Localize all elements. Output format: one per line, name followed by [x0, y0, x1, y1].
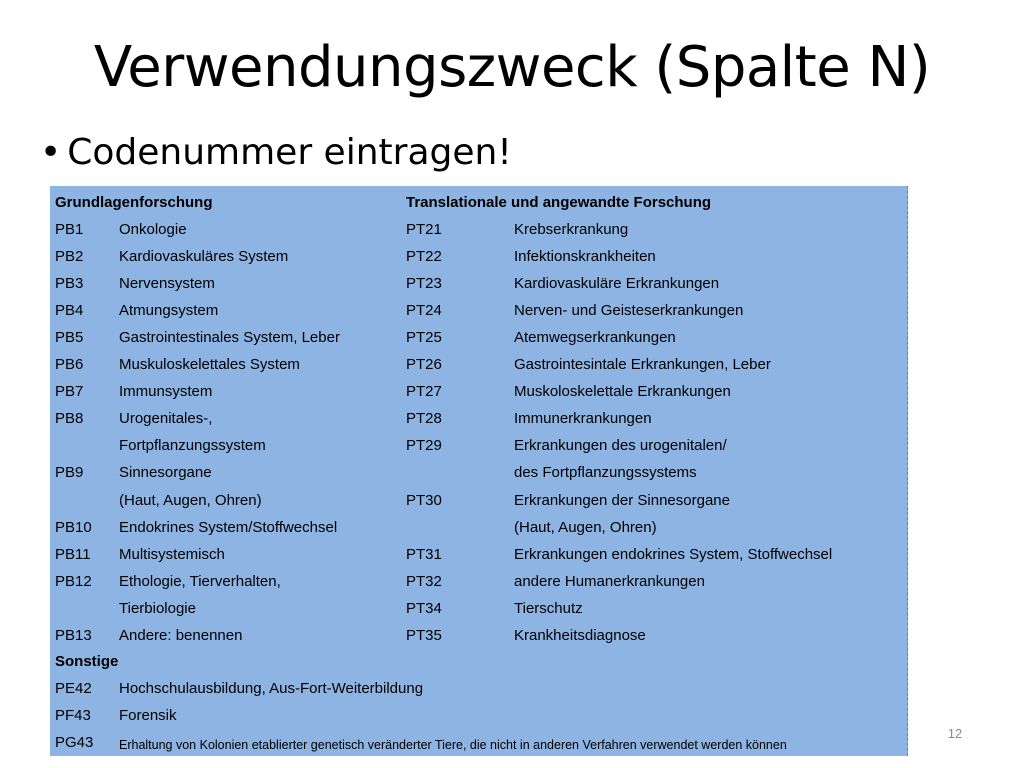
description-cell: Kardiovaskuläres System [119, 248, 289, 266]
code-cell: PT28 [406, 410, 442, 428]
code-cell: PB10 [55, 518, 92, 536]
description-cell: Immunerkrankungen [514, 410, 652, 428]
description-cell: Forensik [119, 707, 177, 724]
description-cell: Tierbiologie [119, 599, 196, 617]
description-cell: Gastrointesintale Erkrankungen, Leber [514, 356, 771, 374]
description-cell: Nervensystem [119, 275, 215, 293]
code-cell: PT30 [406, 491, 442, 509]
description-cell: Sinnesorgane [119, 464, 212, 482]
bullet-item [40, 128, 512, 178]
description-cell: Atemwegserkrankungen [514, 329, 676, 347]
description-cell: Fortpflanzungssystem [119, 437, 266, 455]
other-section-header: Sonstige [55, 653, 119, 670]
description-cell: Endokrines System/Stoffwechsel [119, 518, 338, 536]
bullet-text: Codenummer eintragen! [67, 132, 512, 173]
code-cell: PE42 [55, 680, 92, 697]
code-cell: PT26 [406, 356, 442, 374]
code-cell: PB6 [55, 356, 84, 374]
code-cell: PT35 [406, 626, 442, 644]
code-cell: PT23 [406, 275, 442, 293]
slide-title: Verwendungszweck (Spalte N) [93, 35, 931, 100]
description-cell: Erhaltung von Kolonien etablierter genetisch veränderter Tiere, die nicht in anderen Verfahren verwendet werden können [119, 738, 787, 752]
code-cell: PB1 [55, 221, 84, 238]
code-cell: PB9 [55, 464, 84, 482]
code-cell: PB5 [55, 329, 84, 347]
code-cell: PB2 [55, 248, 84, 266]
description-cell: Andere: benennen [119, 626, 243, 644]
description-cell: Multisystemisch [119, 545, 225, 563]
description-cell: Infektionskrankheiten [514, 248, 656, 266]
right-column-header: Translationale und angewandte Forschung [406, 194, 712, 211]
description-cell: andere Humanerkrankungen [514, 572, 705, 590]
description-cell: Erkrankungen des urogenitalen/ [514, 437, 727, 455]
description-cell: (Haut, Augen, Ohren) [514, 518, 657, 536]
bullet-icon: • [40, 132, 62, 173]
description-cell: Ethologie, Tierverhalten, [119, 572, 281, 590]
code-cell: PB13 [55, 626, 92, 644]
description-cell: Erkrankungen endokrines System, Stoffwechsel [514, 545, 833, 563]
description-cell: Nerven- und Geisteserkrankungen [514, 302, 744, 320]
code-cell: PT25 [406, 329, 442, 347]
description-cell: (Haut, Augen, Ohren) [119, 491, 262, 509]
description-cell: Tierschutz [514, 599, 583, 617]
description-cell: Erkrankungen der Sinnesorgane [514, 491, 730, 509]
code-cell: PF43 [55, 707, 91, 724]
description-cell: Krankheitsdiagnose [514, 626, 646, 644]
description-cell: Muskoloskelettale Erkrankungen [514, 383, 731, 401]
code-cell: PT27 [406, 383, 442, 401]
description-cell: Hochschulausbildung, Aus-Fort-Weiterbildung [119, 680, 424, 697]
code-cell: PT31 [406, 545, 442, 563]
code-cell: PB11 [55, 545, 91, 563]
code-cell: PB12 [55, 572, 92, 590]
code-cell: PB4 [55, 302, 84, 320]
code-cell: PT21 [406, 221, 442, 238]
code-cell: PG43 [55, 734, 94, 751]
code-cell: PB8 [55, 410, 84, 428]
description-cell: Immunsystem [119, 383, 213, 401]
code-cell: PT24 [406, 302, 442, 320]
code-cell: PB3 [55, 275, 84, 293]
slide-number: 12 [947, 726, 963, 741]
description-cell: Kardiovaskuläre Erkrankungen [514, 275, 720, 293]
code-cell: PB7 [55, 383, 84, 401]
description-cell: Atmungsystem [119, 302, 219, 320]
description-cell: Urogenitales-, [119, 410, 213, 428]
code-table [50, 186, 908, 756]
code-cell: PT22 [406, 248, 442, 266]
code-cell: PT34 [406, 599, 442, 617]
description-cell: Gastrointestinales System, Leber [119, 329, 340, 347]
code-cell: PT32 [406, 572, 442, 590]
description-cell: Muskuloskelettales System [119, 356, 300, 374]
left-column-header: Grundlagenforschung [55, 194, 213, 211]
description-cell: des Fortpflanzungssystems [514, 464, 697, 482]
description-cell: Krebserkrankung [514, 221, 629, 238]
description-cell: Onkologie [119, 221, 187, 238]
code-cell: PT29 [406, 437, 442, 455]
